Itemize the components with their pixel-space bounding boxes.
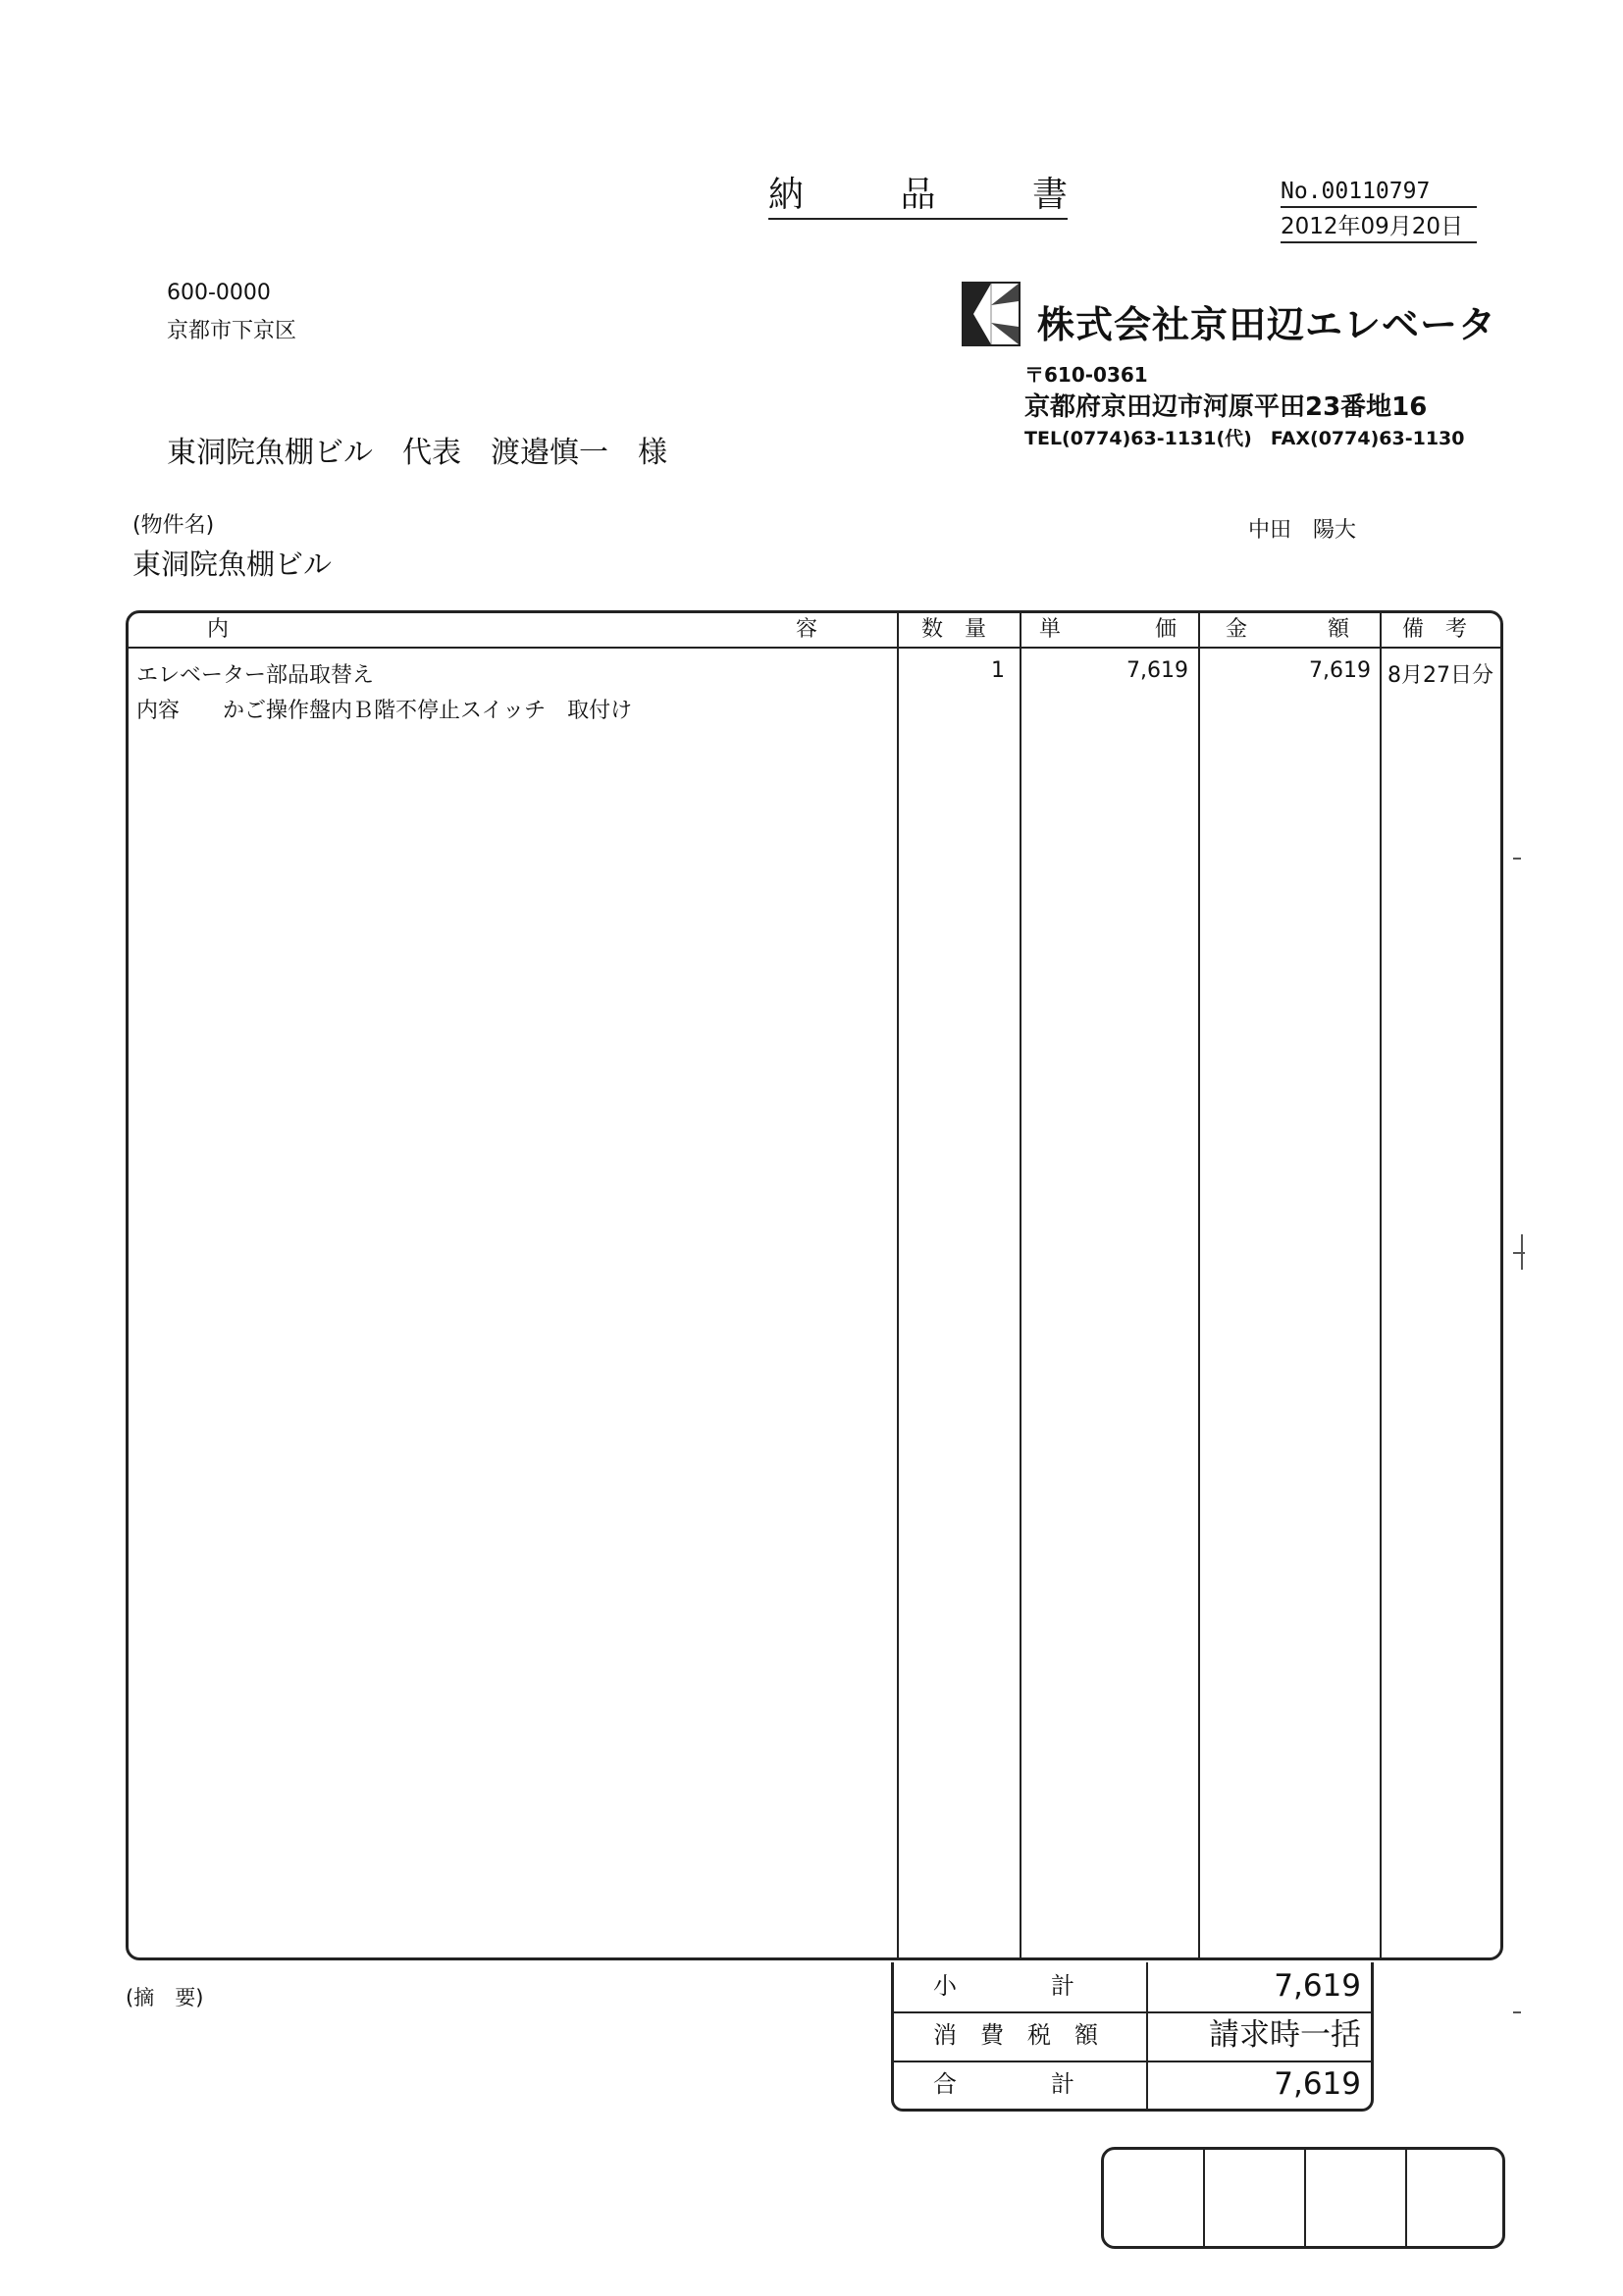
title-char: 書 [1031, 174, 1068, 215]
header-unit-price: 単 [1039, 617, 1062, 642]
header-amount: 額 [1328, 617, 1350, 642]
margin-tick [1513, 2011, 1521, 2013]
header-amount: 金 [1226, 617, 1248, 642]
subtotal-value: 7,619 [1274, 1968, 1361, 2004]
subtotal-label: 小 計 [933, 1972, 1074, 2000]
row-description: エレベーター部品取替え [136, 663, 375, 688]
title-char: 品 [900, 174, 936, 215]
company-tel-fax: TEL(0774)63-1131(代) FAX(0774)63-1130 [1024, 428, 1465, 449]
total-label: 合 計 [933, 2070, 1074, 2098]
column-divider [897, 613, 899, 1957]
items-table [126, 610, 1503, 1960]
total-row [894, 2061, 1371, 2108]
document-number: No.00110797 [1281, 177, 1477, 208]
totals-box [891, 1962, 1374, 2112]
row-quantity: 1 [991, 658, 1005, 683]
tax-label: 消 費 税 額 [933, 2021, 1098, 2049]
company-logo-icon [962, 282, 1021, 346]
stamp-divider [1405, 2150, 1407, 2246]
recipient-city: 京都市下京区 [167, 319, 297, 343]
header-remarks: 備 考 [1402, 617, 1468, 642]
project-label: (物件名) [132, 513, 215, 538]
margin-tick [1521, 1234, 1523, 1270]
recipient-postal: 600-0000 [167, 281, 271, 305]
header-content: 容 [796, 617, 818, 642]
company-address: 京都府京田辺市河原平田23番地16 [1024, 392, 1428, 422]
stamp-boxes [1101, 2147, 1505, 2249]
document-title [768, 165, 1068, 220]
stamp-divider [1203, 2150, 1205, 2246]
total-value: 7,619 [1274, 2066, 1361, 2102]
staff-name: 中田 陽大 [1248, 518, 1357, 543]
row-detail: 内容 かご操作盤内Ｂ階不停止スイッチ 取付け [136, 699, 633, 723]
column-divider [1380, 613, 1382, 1957]
column-divider [1198, 613, 1200, 1957]
tax-value: 請求時一括 [1209, 2017, 1361, 2053]
company-postal: 〒610-0361 [1024, 363, 1148, 387]
tax-row [894, 2011, 1371, 2059]
header-unit-price: 価 [1155, 617, 1178, 642]
document-date: 2012年09月20日 [1281, 212, 1477, 243]
column-divider [1020, 613, 1021, 1957]
header-divider [129, 647, 1500, 649]
recipient-name: 東洞院魚棚ビル 代表 渡邉慎一 様 [167, 436, 667, 470]
project-name: 東洞院魚棚ビル [132, 548, 333, 581]
header-quantity: 数 量 [921, 617, 987, 642]
row-amount: 7,619 [1309, 658, 1371, 683]
margin-tick [1513, 1252, 1525, 1254]
row-remarks: 8月27日分 [1387, 663, 1493, 688]
company-name: 株式会社京田辺エレベータ [1037, 303, 1497, 346]
row-unit-price: 7,619 [1126, 658, 1188, 683]
summary-memo-label: (摘 要) [126, 1986, 204, 2009]
title-char: 納 [768, 174, 805, 215]
stamp-divider [1304, 2150, 1306, 2246]
header-content: 内 [207, 617, 230, 642]
subtotal-row [894, 1962, 1371, 2009]
margin-tick [1513, 858, 1521, 860]
